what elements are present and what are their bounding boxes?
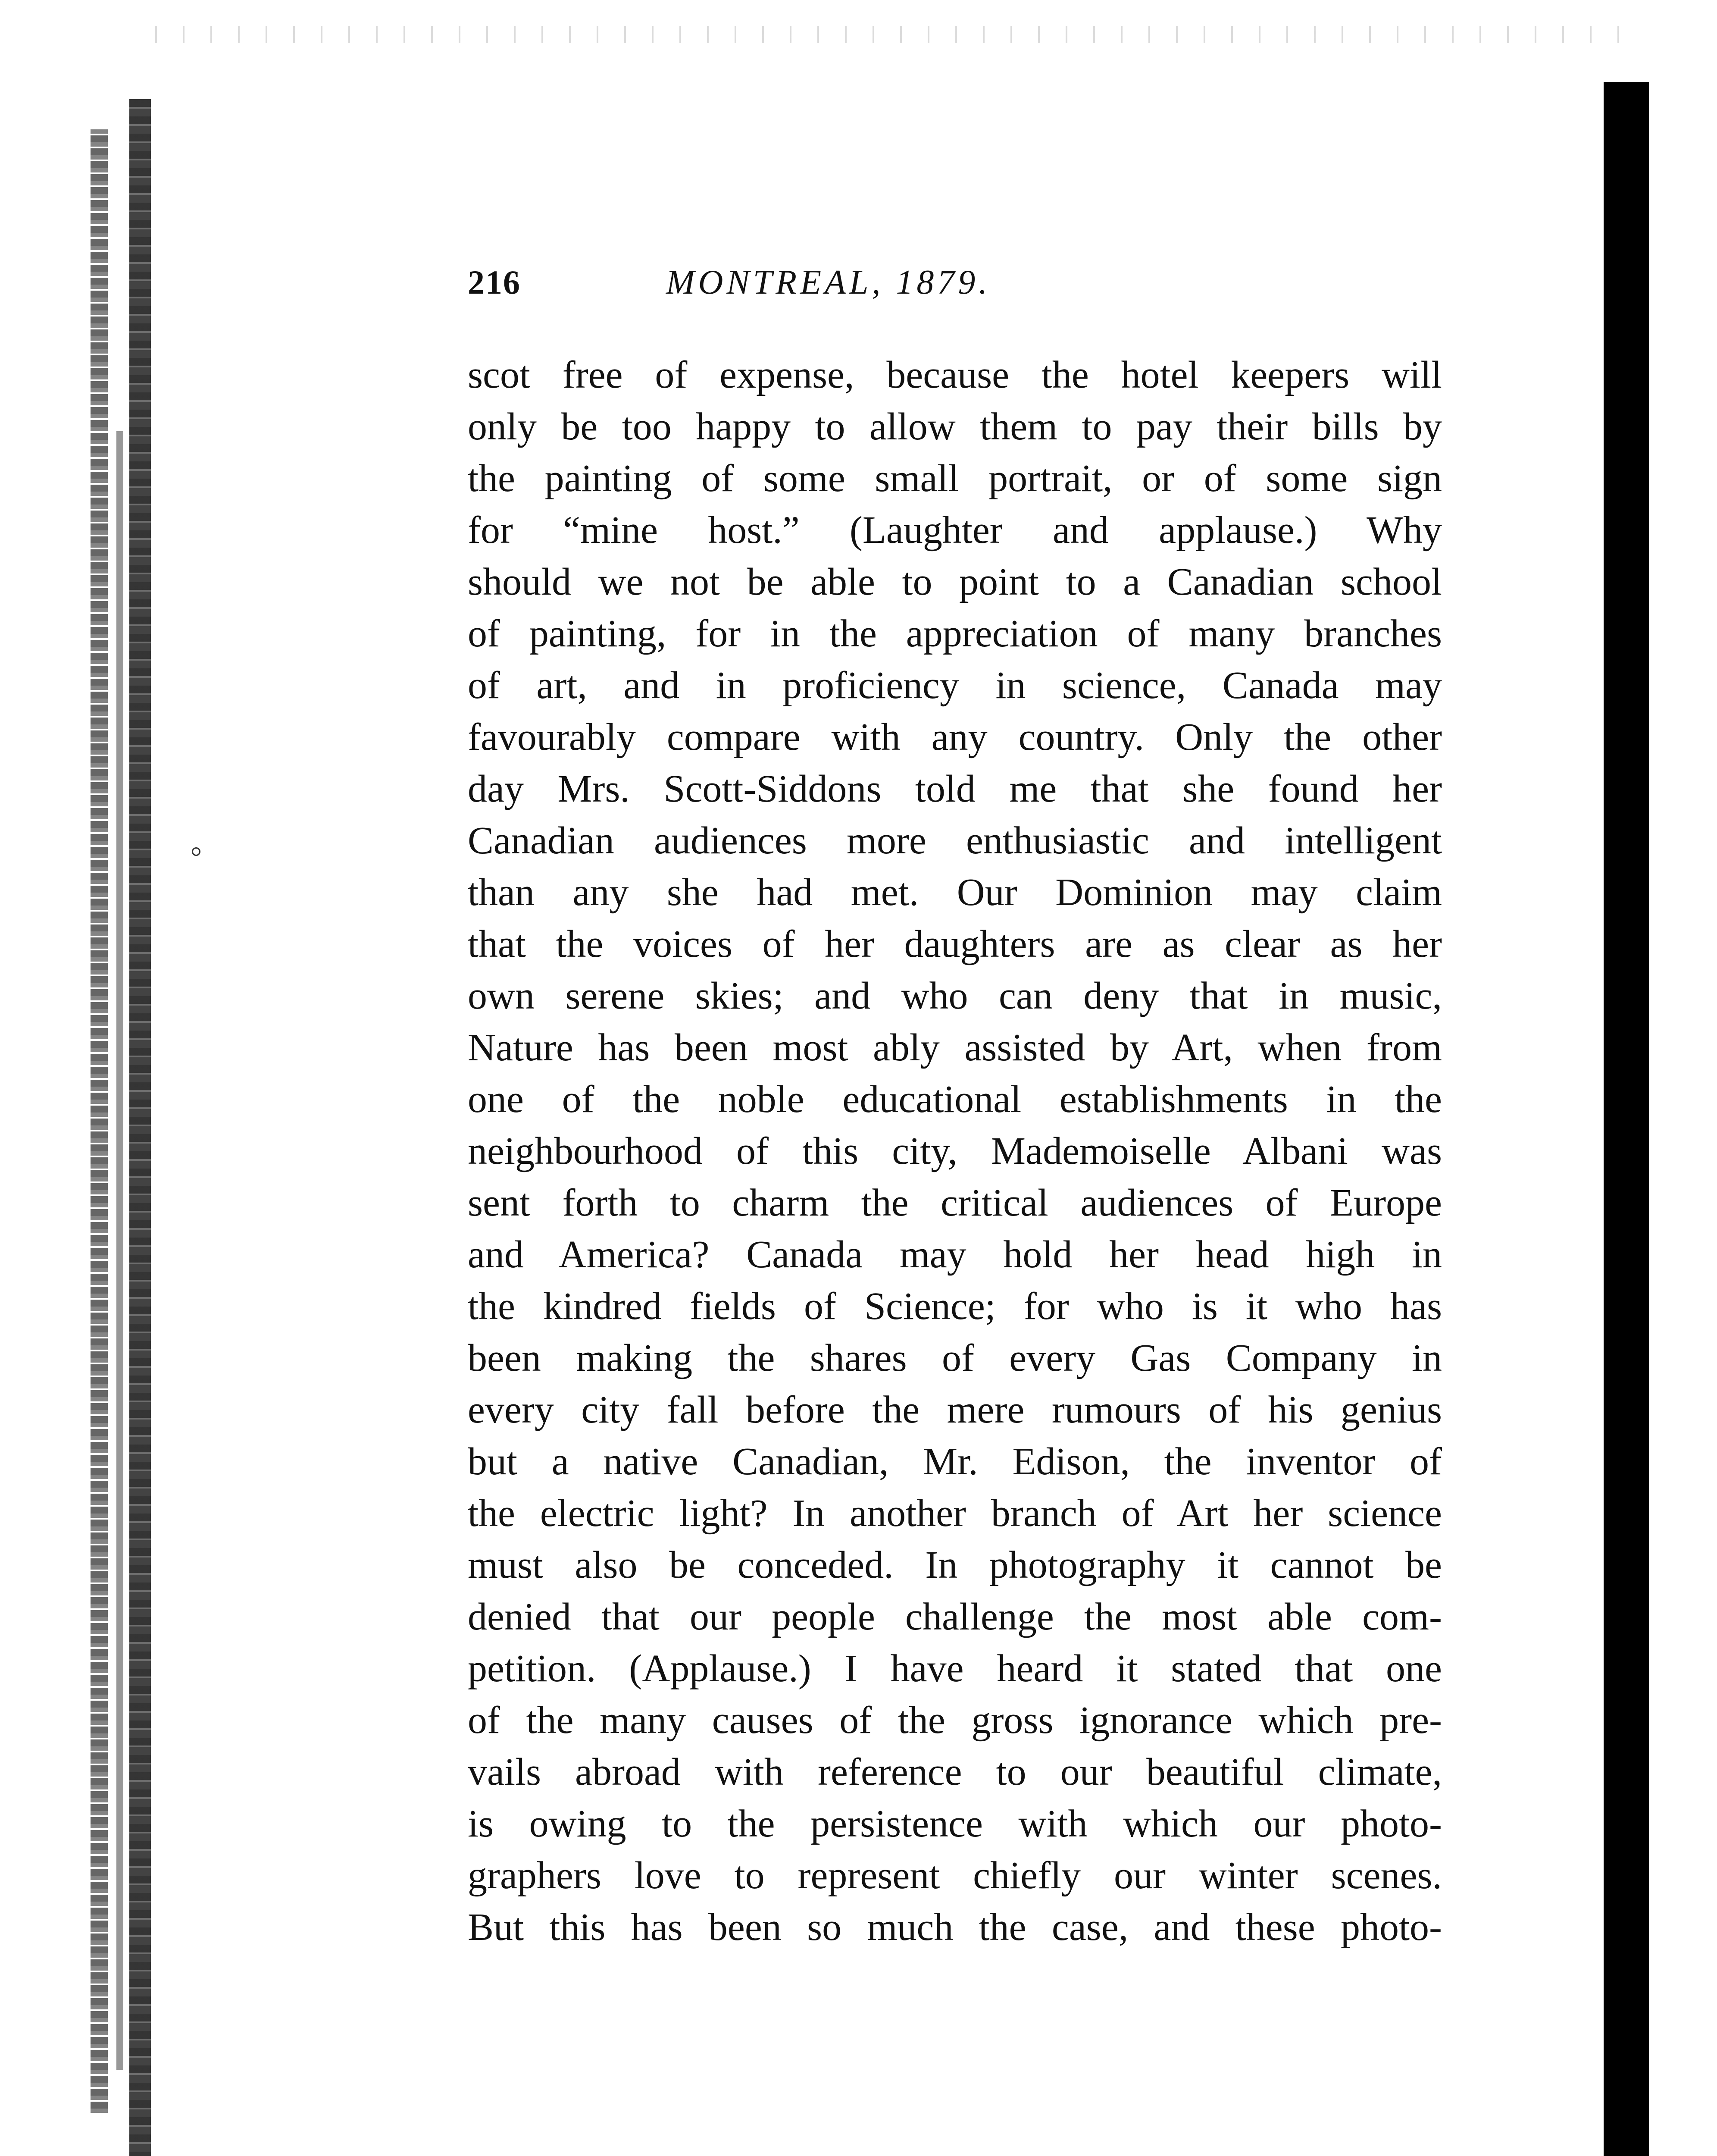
scan-dot-mark [192,847,200,856]
text-line: the kindred fields of Science; for who is it who has [468,1285,1442,1328]
text-line: of art, and in proficiency in science, Canada may [468,664,1442,707]
text-line: petition. (Applause.) I have heard it stated that one [468,1647,1442,1690]
text-line: is owing to the persistence with which our photo- [468,1802,1442,1845]
text-line: neighbourhood of this city, Mademoiselle Albani was [468,1130,1442,1172]
text-line: that the voices of her daughters are as clear as her [468,923,1442,965]
text-line: must also be conceded. In photography it cannot be [468,1544,1442,1586]
text-line: sent forth to charm the critical audiences of Europe [468,1181,1442,1224]
text-line: vails abroad with reference to our beautiful climate, [468,1751,1442,1793]
text-line: been making the shares of every Gas Company in [468,1337,1442,1379]
text-line: denied that our people challenge the most able com- [468,1595,1442,1638]
text-line: the painting of some small portrait, or of some sign [468,457,1442,500]
text-line: own serene skies; and who can deny that in music, [468,975,1442,1017]
binding-shadow-middle [116,431,123,2070]
text-line: favourably compare with any country. Only the other [468,716,1442,758]
page-number: 216 [468,263,521,301]
text-line: and America? Canada may hold her head high in [468,1233,1442,1276]
page-edge-right [1604,82,1649,2156]
text-line: But this has been so much the case, and these photo- [468,1906,1442,1949]
page-header [468,263,1442,315]
scan-speckle-top [129,26,1638,43]
text-line: every city fall before the mere rumours of his genius [468,1388,1442,1431]
text-line: of painting, for in the appreciation of many branches [468,612,1442,655]
binding-shadow-left [129,99,151,2156]
binding-shadow-outer [91,129,108,2113]
body-text [468,349,1442,1953]
running-title: MONTREAL, 1879. [666,263,991,301]
text-line: for “mine host.” (Laughter and applause.) Why [468,509,1442,552]
text-line: graphers love to represent chiefly our winter scenes. [468,1854,1442,1897]
text-line: one of the noble educational establishments in the [468,1078,1442,1121]
text-line: Canadian audiences more enthusiastic and intelligent [468,819,1442,862]
text-line: but a native Canadian, Mr. Edison, the inventor of [468,1440,1442,1483]
text-line: day Mrs. Scott-Siddons told me that she found her [468,768,1442,810]
text-line: scot free of expense, because the hotel keepers will [468,354,1442,396]
text-line: than any she had met. Our Dominion may claim [468,871,1442,914]
text-line: Nature has been most ably assisted by Art, when from [468,1026,1442,1069]
text-line: the electric light? In another branch of Art her science [468,1492,1442,1535]
text-line: only be too happy to allow them to pay their bills by [468,405,1442,448]
text-line: should we not be able to point to a Canadian school [468,561,1442,603]
text-line: of the many causes of the gross ignorance which pre- [468,1699,1442,1742]
